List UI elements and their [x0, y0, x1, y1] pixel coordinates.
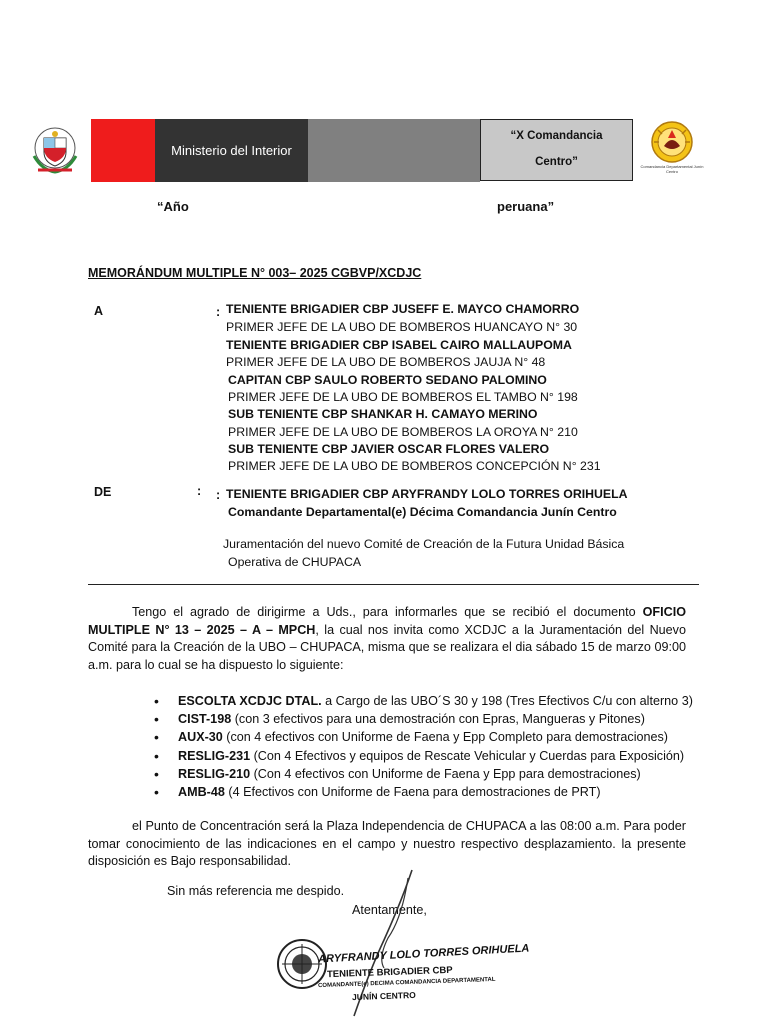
command-band: [480, 119, 633, 181]
year-motto-right: peruana”: [497, 199, 555, 214]
emblem-caption: Comandancia Departamental Junín Centro: [640, 164, 704, 174]
command-line-1: “X Comandancia: [510, 130, 603, 142]
signature-name: ARYFRANDY LOLO TORRES ORIHUELA: [317, 942, 530, 966]
signature-place: JUNÍN CENTRO: [351, 989, 416, 1003]
recipient-line-6: PRIMER JEFE DE LA UBO DE BOMBEROS EL TAMBO N° 198: [228, 390, 578, 404]
ministry-band: [155, 119, 308, 182]
p1-doc-a: OFICIO MULTIPLE N°: [88, 605, 686, 637]
list-item: • AMB-48 (4 Efectivos con Uniforme de Faena para demostraciones de PRT): [158, 783, 693, 801]
p1-rest: , la cual nos invita como XCDJC a la Juramentación del Nuevo Comité para la Creación de la UBO – CHUPACA, misma que se realizara el dia sábado 15 de marzo 09:00 a.m. para lo cual se ha dispuesto lo siguiente:: [88, 622, 686, 672]
list-item: • CIST-198 (con 3 efectivos para una demostración con Epras, Mangueras y Pitones): [158, 710, 693, 728]
to-label: A: [94, 304, 104, 318]
p1-lead: Tengo el agrado de dirigirme a Uds., para informarles que se recibió el documento: [132, 605, 643, 619]
header-separator: [88, 584, 699, 585]
closing-line: Sin más referencia me despido.: [167, 884, 345, 898]
header-red-band: [91, 119, 155, 182]
signature-unit: COMANDANTE(e) DECIMA COMANDANCIA DEPARTAMENTAL: [317, 976, 496, 990]
from-label: DE: [94, 485, 112, 499]
from-role: Comandante Departamental(e) Décima Comandancia Junín Centro: [228, 505, 617, 519]
list-item: • AUX-30 (con 4 efectivos con Uniforme de Faena y Epp Completo para demostraciones): [158, 728, 693, 746]
from-colon-2: :: [216, 488, 221, 502]
year-motto-left: “Año: [157, 199, 189, 214]
peru-coat-of-arms-icon: [30, 126, 80, 182]
from-name: TENIENTE BRIGADIER CBP ARYFRANDY LOLO TORRES ORIHUELA: [226, 487, 628, 501]
ministry-label: Ministerio del Interior: [171, 143, 292, 158]
p1-doc-b: 13 – 2025 – A – MPCH: [174, 622, 316, 637]
body-paragraph-1: [88, 604, 686, 674]
recipient-line-8: PRIMER JEFE DE LA UBO DE BOMBEROS LA OROYA N° 210: [228, 425, 578, 439]
sign-off: Atentamente,: [352, 903, 427, 917]
to-colon: :: [216, 305, 221, 319]
signature-rank: TENIENTE BRIGADIER CBP: [326, 964, 453, 981]
assignment-list: [158, 692, 693, 801]
list-item: • RESLIG-210 (Con 4 efectivos con Uniforme de Faena y Epp para demostraciones): [158, 765, 693, 783]
recipient-line-7: SUB TENIENTE CBP SHANKAR H. CAMAYO MERINO: [228, 407, 538, 421]
recipient-line-10: PRIMER JEFE DE LA UBO DE BOMBEROS CONCEPCIÓN N° 231: [228, 459, 601, 473]
recipient-line-1: TENIENTE BRIGADIER CBP JUSEFF E. MAYCO CHAMORRO: [226, 302, 580, 316]
list-item: • ESCOLTA XCDJC DTAL. a Cargo de las UBO´S 30 y 198 (Tres Efectivos C/u con alterno 3): [158, 692, 693, 710]
subject-line-1: Juramentación del nuevo Comité de Creación de la Futura Unidad Básica: [223, 537, 625, 551]
recipient-line-3: TENIENTE BRIGADIER CBP ISABEL CAIRO MALLAUPOMA: [226, 338, 572, 352]
recipient-line-5: CAPITAN CBP SAULO ROBERTO SEDANO PALOMINO: [228, 373, 547, 387]
recipient-line-4: PRIMER JEFE DE LA UBO DE BOMBEROS JAUJA N° 48: [226, 355, 546, 369]
recipient-line-2: PRIMER JEFE DE LA UBO DE BOMBEROS HUANCAYO N° 30: [226, 320, 578, 334]
p2-text: el Punto de Concentración será la Plaza Independencia de CHUPACA a las 08:00 a.m. Para poder tomar conocimiento de las indicaciones en el campo y nuestro respectivo desplazamiento. la presente disposición es Bajo responsabilidad.: [88, 819, 686, 869]
header-gray-band: [308, 119, 480, 182]
list-item: • RESLIG-231 (Con 4 Efectivos y equipos de Rescate Vehicular y Cuerdas para Exposición): [158, 747, 693, 765]
memo-title: MEMORÁNDUM MULTIPLE N° 003– 2025 CGBVP/XCDJC: [88, 266, 422, 280]
from-colon-1: :: [197, 484, 202, 498]
subject-line-2: Operativa de CHUPACA: [228, 555, 362, 569]
command-line-2: Centro”: [535, 156, 578, 168]
recipient-line-9: SUB TENIENTE CBP JAVIER OSCAR FLORES VALERO: [228, 442, 550, 456]
body-paragraph-2: [88, 818, 686, 871]
